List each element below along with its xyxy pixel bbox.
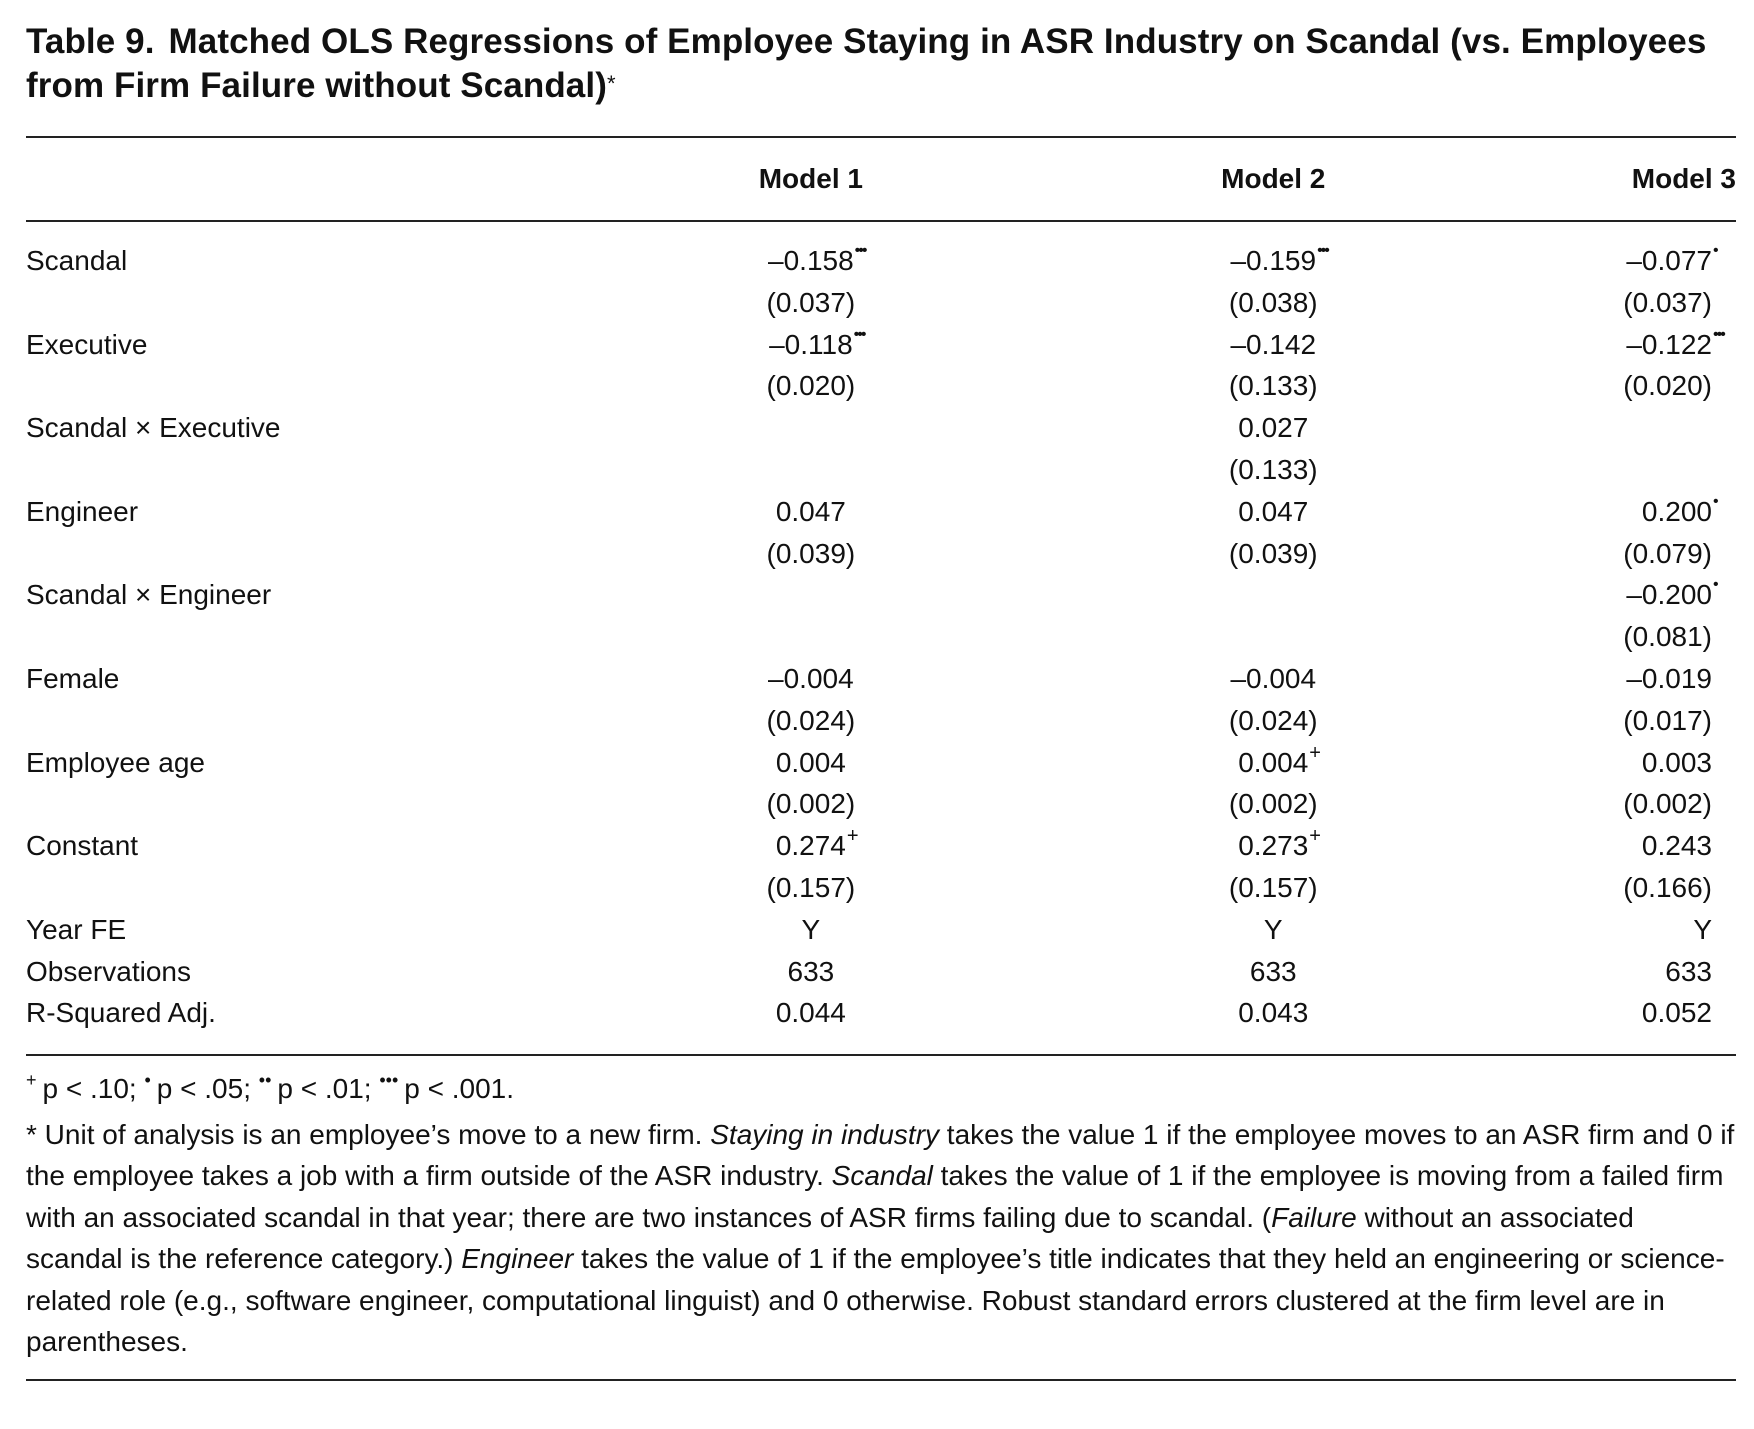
row-label [26,783,580,825]
row-label: R-Squared Adj. [26,997,216,1029]
cell-value: 633 [1665,955,1712,987]
cell-model-1 [580,700,1042,742]
coefficient-value [776,992,846,1034]
cell-value: Y [1263,913,1283,945]
significance-key [26,1068,1736,1114]
cell-model-2 [1042,783,1504,825]
coefficient-value [1623,867,1712,909]
table-row-se [26,282,1736,324]
cell-model-2 [1042,533,1504,575]
coefficient-value [767,700,856,742]
cell-model-1 [580,221,1042,282]
coefficient-value [776,491,846,533]
table-body [26,221,1736,1054]
cell-value: –0.142 [1230,328,1317,360]
cell-model-3 [1504,867,1736,909]
footnote-text: takes the value of 1 if the employee’s title indicates that they held an engineering or science-related role (e.g., software engineer, computational linguist) and 0 otherwise. Robust standard errors clustered at the firm level are in parentheses. [26,1243,1725,1358]
significance-marker: ••• [1317,242,1328,259]
cell-value: –0.159 [1230,245,1317,276]
cell-model-2 [1042,825,1504,867]
coefficient-value [1665,951,1712,993]
cell-value: Y [1693,913,1712,945]
table-title-text: Matched OLS Regressions of Employee Staying in ASR Industry on Scandal (vs. Employees from Firm Failure without Scandal) [26,22,1707,105]
footnote-variable-name: Failure [1271,1201,1357,1233]
cell-value: 0.274 [775,830,846,862]
row-label [26,867,580,909]
row-label: Engineer [26,495,139,527]
cell-model-1 [580,658,1042,700]
table-row-se [26,867,1736,909]
cell-model-2 [1042,951,1504,993]
cell-model-2 [1042,282,1504,324]
cell-value: –0.019 [1626,662,1712,694]
coefficient-value [769,324,865,366]
cell-value: (0.024) [766,704,856,736]
table-container [26,20,1736,1381]
table-row-se [26,616,1736,658]
coefficient-value [1229,867,1318,909]
table-footnote [26,1114,1736,1363]
sig-key-symbol: • [144,1070,151,1091]
sig-key-text: p < .05; [156,1073,251,1105]
sig-key-symbol: ••• [379,1070,399,1091]
row-label [26,700,580,742]
cell-model-1 [580,533,1042,575]
coefficient-value [1626,240,1717,282]
cell-value: (0.038) [1228,286,1318,318]
cell-value: (0.081) [1623,621,1712,653]
coefficient-value [1229,365,1318,407]
column-header-model-1: Model 1 [758,163,863,194]
coefficient-value [1230,240,1328,282]
cell-model-3 [1504,365,1736,407]
coefficient-value [1230,324,1316,366]
row-label: Scandal × Engineer [26,579,272,611]
column-header-model-2: Model 2 [1221,163,1326,194]
significance-marker: + [1309,825,1321,848]
coefficient-value [767,282,856,324]
sig-key-text: p < .01; [277,1073,372,1105]
cell-value: 0.003 [1641,746,1712,778]
coefficient-value [768,240,866,282]
cell-value: (0.002) [1623,788,1712,820]
cell-model-3 [1504,700,1736,742]
cell-model-3 [1504,951,1736,993]
table-row-se [26,783,1736,825]
coefficient-value [1642,742,1712,784]
coefficient-value [1238,992,1308,1034]
row-label: Constant [26,830,139,862]
cell-model-1 [580,491,1042,533]
cell-value: 0.273 [1238,830,1309,862]
table-row-se [26,700,1736,742]
table-row [26,825,1736,867]
coefficient-value [1238,491,1308,533]
cell-model-1 [580,449,1042,491]
cell-model-1 [580,574,1042,616]
table-row [26,574,1736,616]
row-label [26,282,580,324]
title-footnote-marker: * [606,71,616,96]
footnote-variable-name: Staying in industry [710,1118,940,1150]
coefficient-value [1623,365,1712,407]
cell-value: (0.017) [1623,704,1712,736]
column-header-stub [26,138,580,221]
coefficient-value [1230,658,1316,700]
cell-value: –0.200 [1626,579,1712,611]
cell-model-2 [1042,449,1504,491]
cell-model-1 [580,909,1042,951]
cell-model-1 [580,742,1042,784]
row-label [26,365,580,407]
cell-model-2 [1042,909,1504,951]
coefficient-value [1642,825,1712,867]
sig-key-text: p < .001. [404,1073,515,1105]
coefficient-value [775,825,859,867]
cell-value: 0.200 [1641,495,1712,527]
row-label: Observations [26,955,191,987]
coefficient-value [1238,825,1321,867]
table-title [26,20,1736,108]
cell-value: 0.243 [1641,830,1712,862]
coefficient-value [1623,616,1712,658]
table-row [26,658,1736,700]
table-row [26,742,1736,784]
cell-value: (0.024) [1228,704,1318,736]
cell-model-2 [1042,867,1504,909]
coefficient-value [1626,574,1717,616]
coefficient-value [1229,783,1318,825]
coefficient-value [788,951,835,993]
coefficient-value [767,533,856,575]
coefficient-value [1250,951,1297,993]
cell-value: (0.157) [1228,871,1318,903]
cell-model-3 [1504,221,1736,282]
cell-model-3 [1504,491,1736,533]
cell-value: –0.158 [768,245,854,276]
cell-value: –0.077 [1626,245,1712,276]
table-bottom-rule [26,1054,1736,1056]
cell-model-2 [1042,365,1504,407]
significance-marker: ••• [1713,325,1724,343]
coefficient-value [1238,741,1321,784]
significance-marker: • [1713,242,1717,259]
significance-marker: • [1713,576,1717,594]
table-row [26,324,1736,366]
cell-value: (0.037) [766,286,856,318]
regression-table [26,138,1736,1054]
cell-value: 0.004 [775,746,846,778]
cell-value: 0.047 [1238,495,1309,527]
table-row-se [26,365,1736,407]
cell-model-3 [1504,742,1736,784]
row-label: Employee age [26,746,206,778]
cell-value: (0.157) [766,871,856,903]
cell-model-1 [580,616,1042,658]
footnote-text: without an associated scandal is the reference category.) [26,1201,1634,1275]
cell-value: 633 [1249,955,1297,987]
table-row [26,992,1736,1054]
row-label [26,616,580,658]
cell-value: (0.133) [1228,453,1318,485]
coefficient-value [1641,491,1717,533]
cell-model-3 [1504,825,1736,867]
footnote-text: * Unit of analysis is an employee’s move to a new firm. [26,1118,711,1150]
cell-model-1 [580,365,1042,407]
cell-value: (0.002) [1228,788,1318,820]
cell-model-2 [1042,658,1504,700]
coefficient-value [776,742,846,784]
column-header-model-3: Model 3 [1631,163,1736,194]
row-label [26,449,580,491]
cell-value: –0.004 [1230,662,1317,694]
row-label: Executive [26,328,148,360]
cell-model-2 [1042,992,1504,1054]
row-label: Year FE [26,913,127,945]
table-number: Table 9. [26,22,155,61]
coefficient-value [1693,909,1712,951]
coefficient-value [1626,324,1724,366]
cell-value: 0.047 [775,495,846,527]
cell-model-2 [1042,491,1504,533]
cell-model-3 [1504,407,1736,449]
coefficient-value [1229,700,1318,742]
table-row [26,951,1736,993]
cell-value: (0.079) [1623,537,1712,569]
cell-model-2 [1042,700,1504,742]
coefficient-value [1623,533,1712,575]
cell-value: 0.043 [1238,997,1309,1029]
cell-model-3 [1504,992,1736,1054]
footnote-text: takes the value of 1 if the employee is moving from a failed firm with an associated scandal in that year; there are two instances of ASR firms failing due to scandal. ( [26,1160,1724,1233]
cell-value: 633 [787,955,835,987]
coefficient-value [1623,700,1712,742]
footnote-variable-name: Scandal [831,1160,933,1192]
table-notes [26,1068,1736,1371]
cell-value: 0.044 [775,997,846,1029]
table-row [26,491,1736,533]
coefficient-value [1623,282,1712,324]
coefficient-value [1238,407,1308,449]
sig-key-symbol: •• [258,1070,272,1091]
footnote-variable-name: Engineer [461,1243,574,1275]
cell-model-2 [1042,324,1504,366]
coefficient-value [1264,909,1283,951]
cell-value: (0.002) [766,788,856,820]
cell-model-3 [1504,449,1736,491]
coefficient-value [1229,282,1318,324]
cell-model-3 [1504,533,1736,575]
row-label: Scandal × Executive [26,412,281,444]
coefficient-value [767,783,856,825]
cell-model-2 [1042,742,1504,784]
table-row-se [26,449,1736,491]
cell-model-1 [580,282,1042,324]
cell-value: (0.037) [1623,286,1712,318]
table-row [26,407,1736,449]
cell-value: (0.020) [766,370,856,402]
significance-marker: + [1309,741,1321,764]
cell-value: (0.039) [1228,537,1318,569]
cell-model-3 [1504,282,1736,324]
cell-value: –0.122 [1626,328,1712,360]
significance-marker: • [1713,492,1717,510]
cell-value: (0.020) [1623,370,1712,402]
cell-model-1 [580,867,1042,909]
cell-value: 0.027 [1238,412,1309,444]
significance-marker: ••• [854,242,866,259]
cell-value: (0.039) [766,537,856,569]
coefficient-value [767,867,856,909]
coefficient-value [768,658,854,700]
cell-model-2 [1042,616,1504,658]
footnote-text: takes the value 1 if the employee moves to an ASR firm and 0 if the employee takes a job with a firm outside of the ASR industry. [26,1118,1735,1192]
significance-marker: ••• [853,325,865,343]
end-rule [26,1379,1736,1381]
cell-model-1 [580,324,1042,366]
cell-value: 0.052 [1641,997,1712,1029]
cell-model-1 [580,992,1042,1054]
sig-key-text: p < .10; [42,1073,137,1105]
header-row [26,138,1736,221]
cell-value: –0.004 [768,662,854,694]
cell-value: (0.133) [1228,370,1318,402]
table-row-se [26,533,1736,575]
coefficient-value [1623,783,1712,825]
cell-model-1 [580,825,1042,867]
coefficient-value [767,365,856,407]
row-label: Female [26,662,120,694]
cell-model-3 [1504,324,1736,366]
cell-value: (0.166) [1623,871,1712,903]
cell-value: 0.004 [1238,746,1309,778]
row-label [26,533,580,575]
coefficient-value [1626,658,1712,700]
cell-model-2 [1042,574,1504,616]
coefficient-value [802,909,821,951]
coefficient-value [1642,992,1712,1034]
cell-model-3 [1504,574,1736,616]
cell-model-1 [580,407,1042,449]
cell-model-3 [1504,783,1736,825]
coefficient-value [1229,533,1318,575]
cell-model-2 [1042,221,1504,282]
coefficient-value [1229,449,1318,491]
table-row [26,221,1736,282]
table-row [26,909,1736,951]
sig-key-symbol: + [26,1070,37,1091]
cell-model-2 [1042,407,1504,449]
cell-value: –0.118 [769,328,853,360]
row-label: Scandal [26,245,128,276]
cell-model-3 [1504,658,1736,700]
cell-value: Y [801,913,821,945]
cell-model-3 [1504,616,1736,658]
cell-model-1 [580,951,1042,993]
significance-marker: + [846,825,859,848]
cell-model-3 [1504,909,1736,951]
cell-model-1 [580,783,1042,825]
